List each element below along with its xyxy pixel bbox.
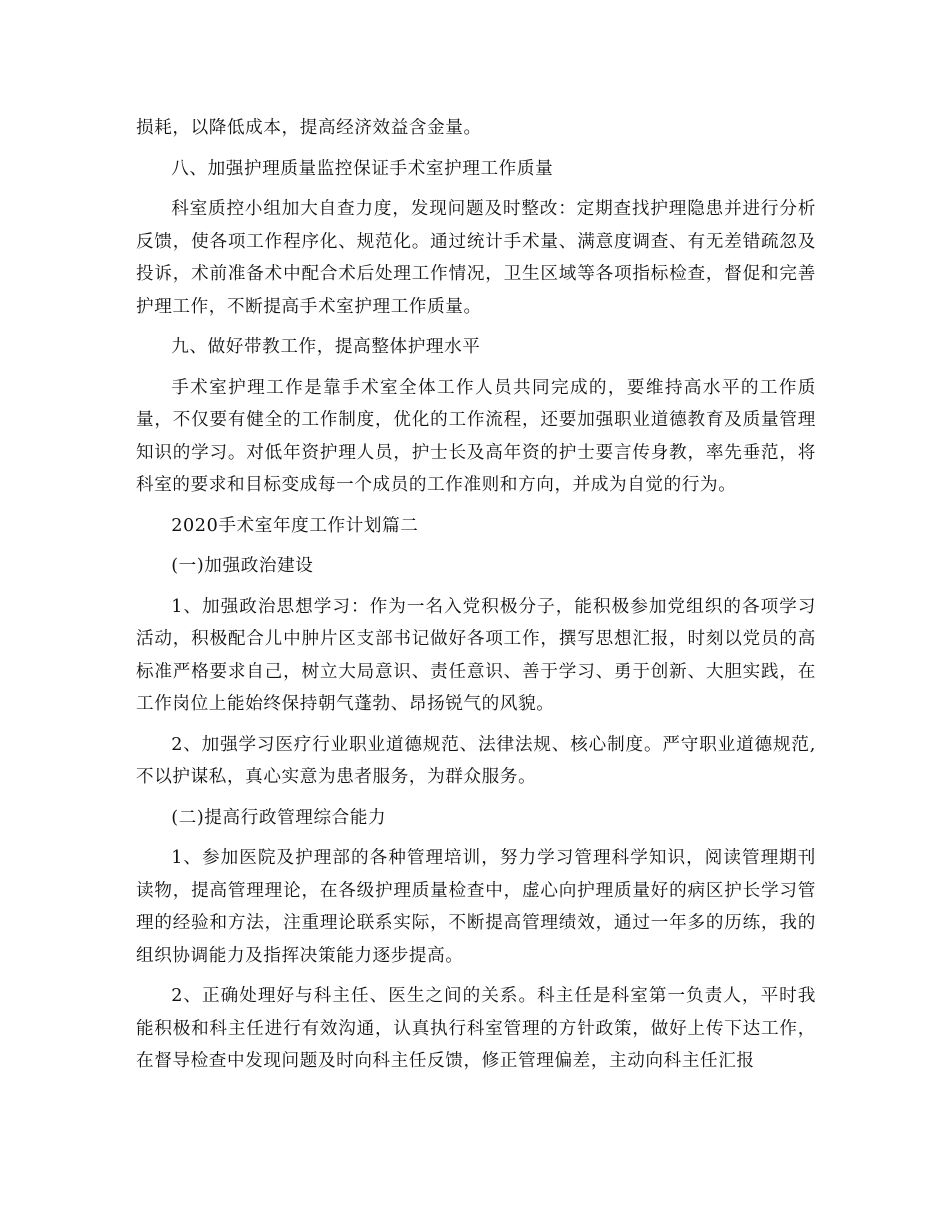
document-body bbox=[136, 112, 816, 1086]
paragraph: 2、加强学习医疗行业职业道德规范、法律法规、核心制度。严守职业道德规范,不以护谋私，真心实意为患者服务，为群众服务。 bbox=[136, 734, 816, 787]
section-heading-2: (二)提高行政管理综合能力 bbox=[171, 807, 387, 828]
section-heading-1: (一)加强政治建设 bbox=[171, 556, 314, 576]
paragraph: 手术室护理工作是靠手术室全体工作人员共同完成的，要维持高水平的工作质量，不仅要有健全的工作制度，优化的工作流程，还要加强职业道德教育及质量管理知识的学习。对低年资护理人员，护士长及高年资的护士要言传身教，率先垂范，将科室的要求和目标变成每一个成员的工作准则和方向，并成为自觉的行为。 bbox=[136, 377, 816, 495]
paragraph: 2、正确处理好与科主任、医生之间的关系。科主任是科室第一负责人，平时我能积极和科主任进行有效沟通，认真执行科室管理的方针政策，做好上传下达工作，在督导检查中发现问题及时向科主任反馈，修正管理偏差，主动向科主任汇报 bbox=[136, 986, 816, 1071]
section-heading-9: 九、做好带教工作，提高整体护理水平 bbox=[171, 337, 481, 357]
paragraph: 1、参加医院及护理部的各种管理培训，努力学习管理科学知识，阅读管理期刊读物，提高管理理论，在各级护理质量检查中，虚心向护理质量好的病区护长学习管理的经验和方法，注重理论联系实际，不断提高管理绩效，通过一年多的历练，我的组织协调能力及指挥决策能力逐步提高。 bbox=[136, 848, 816, 966]
paragraph-continuation: 损耗，以降低成本，提高经济效益含金量。 bbox=[136, 118, 482, 138]
document-subtitle: 2020手术室年度工作计划篇二 bbox=[171, 515, 419, 536]
paragraph: 1、加强政治思想学习：作为一名入党积极分子，能积极参加党组织的各项学习活动，积极配合儿中肿片区支部书记做好各项工作，撰写思想汇报，时刻以党员的高标准严格要求自己，树立大局意识、责任意识、善于学习、勇于创新、大胆实践，在工作岗位上能始终保持朝气蓬勃、昂扬锐气的风貌。 bbox=[136, 596, 816, 714]
paragraph: 科室质控小组加大自查力度，发现问题及时整改：定期查找护理隐患并进行分析反馈，使各项工作程序化、规范化。通过统计手术量、满意度调查、有无差错疏忽及投诉，术前准备术中配合术后处理工作情况，卫生区域等各项指标检查，督促和完善护理工作，不断提高手术室护理工作质量。 bbox=[136, 199, 816, 317]
section-heading-8: 八、加强护理质量监控保证手术室护理工作质量 bbox=[171, 158, 554, 179]
